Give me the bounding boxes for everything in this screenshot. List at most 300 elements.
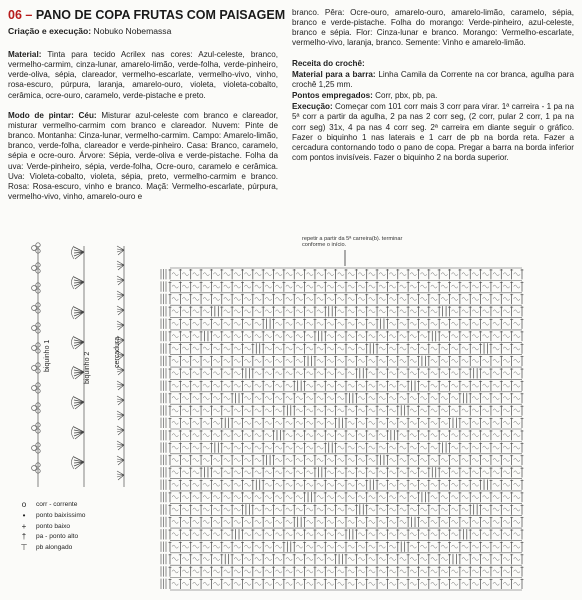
chart-chain — [224, 570, 230, 573]
chart-chain — [286, 421, 292, 424]
chart-chain — [203, 297, 209, 300]
chart-chain — [348, 434, 354, 437]
chart-chain — [203, 359, 209, 362]
edging-1-picot — [32, 306, 37, 311]
chart-chain — [483, 458, 489, 461]
chart-chain — [172, 520, 178, 523]
chart-chain — [276, 397, 282, 400]
chart-chain — [462, 359, 468, 362]
chart-chain — [379, 533, 385, 536]
edging-3-fan — [117, 246, 124, 255]
label-biquinho-2: biquinho 2 — [84, 351, 91, 384]
chart-chain — [327, 397, 333, 400]
chart-chain — [307, 409, 313, 412]
chart-chain — [327, 496, 333, 499]
chart-chain — [265, 434, 271, 437]
chart-chain — [472, 458, 478, 461]
chart-chain — [452, 372, 458, 375]
chart-chain — [431, 496, 437, 499]
chart-chain — [327, 322, 333, 325]
chart-chain — [462, 297, 468, 300]
chart-chain — [317, 310, 323, 313]
chart-chain — [503, 372, 509, 375]
chart-chain — [462, 570, 468, 573]
chart-chain — [234, 347, 240, 350]
chart-chain — [431, 533, 437, 536]
chart-chain — [338, 533, 344, 536]
chart-chain — [400, 471, 406, 474]
edging-1-picot — [32, 446, 37, 451]
chart-chain — [472, 446, 478, 449]
chart-chain — [338, 434, 344, 437]
chart-chain — [379, 384, 385, 387]
chart-chain — [358, 359, 364, 362]
chart-chain — [503, 335, 509, 338]
chart-chain — [389, 347, 395, 350]
chart-chain — [193, 471, 199, 474]
chart-chain — [420, 508, 426, 511]
chart-chain — [472, 533, 478, 536]
chart-chain — [307, 310, 313, 313]
chart-chain — [338, 471, 344, 474]
chart-chain — [234, 310, 240, 313]
chart-chain — [338, 384, 344, 387]
chart-chain — [472, 335, 478, 338]
chart-chain — [441, 285, 447, 288]
chart-chain — [420, 582, 426, 585]
chart-chain — [286, 520, 292, 523]
chart-chain — [276, 347, 282, 350]
chart-chain — [358, 434, 364, 437]
chart-chain — [224, 434, 230, 437]
chart-chain — [265, 582, 271, 585]
chart-chain — [389, 335, 395, 338]
chart-chain — [431, 483, 437, 486]
chart-chain — [483, 335, 489, 338]
chart-chain — [182, 458, 188, 461]
chart-chain — [493, 446, 499, 449]
chart-chain — [400, 533, 406, 536]
chart-chain — [472, 496, 478, 499]
chart-chain — [410, 533, 416, 536]
chart-chain — [503, 273, 509, 276]
chart-chain — [338, 458, 344, 461]
chart-chain — [338, 409, 344, 412]
chart-chain — [369, 297, 375, 300]
chart-chain — [452, 409, 458, 412]
chart-chain — [400, 285, 406, 288]
chart-chain — [286, 322, 292, 325]
chart-chain — [410, 297, 416, 300]
chart-chain — [286, 335, 292, 338]
chart-chain — [327, 458, 333, 461]
chart-chain — [441, 372, 447, 375]
chart-chain — [296, 421, 302, 424]
chart-chain — [472, 471, 478, 474]
chart-chain — [317, 545, 323, 548]
chart-chain — [400, 384, 406, 387]
chart-chain — [503, 446, 509, 449]
material-label: Material: — [8, 50, 42, 59]
chart-chain — [358, 322, 364, 325]
chart-chain — [400, 335, 406, 338]
chart-chain — [276, 421, 282, 424]
chart-chain — [276, 533, 282, 536]
chart-chain — [327, 582, 333, 585]
chart-chain — [286, 285, 292, 288]
chart-chain — [296, 285, 302, 288]
chart-chain — [410, 458, 416, 461]
chart-chain — [483, 322, 489, 325]
chart-chain — [172, 322, 178, 325]
chart-chain — [213, 335, 219, 338]
chart-chain — [358, 347, 364, 350]
chart-chain — [213, 496, 219, 499]
chart-chain — [452, 359, 458, 362]
chart-chain — [493, 520, 499, 523]
paint-text: Misturar azul-celeste com branco e clareador, misturar vermelho-carmim com branco e clareador. Nuvem: Pinte de branco. Montanha: Cinza-lunar, vermelho-carmim. Campo: Amarelo-limão, branco, verde-folha, clareador e verde-pinheiro. Casa: Branco, caramelo, sépia e ocre-ouro. Árvore: Sépia, verde-oliva e verde-pistache. Folha da uva: Verde-pinheiro, sépia, verde-folha, Ocre-ouro, caramelo e cerâmica. Uva: Violeta-cobalto, violeta, sépia, preto, vermelho-carmim e branco. Rosa: Rosa-escuro, vinho e branco. Maçã: Vermelho-escarlate, púrpura, vermelho-vivo, vinho, amarelo-ouro e — [8, 110, 278, 202]
chart-chain — [317, 409, 323, 412]
chart-chain — [348, 384, 354, 387]
chart-chain — [296, 372, 302, 375]
chart-chain — [172, 359, 178, 362]
chart-chain — [514, 285, 520, 288]
chart-chain — [265, 483, 271, 486]
bar-text: Linha Camila da Corrente na cor branca, agulha para crochê 1,25 mm. — [292, 69, 574, 89]
chart-chain — [317, 458, 323, 461]
chart-chain — [369, 558, 375, 561]
chart-chain — [452, 310, 458, 313]
chart-chain — [452, 533, 458, 536]
chart-chain — [193, 310, 199, 313]
edging-3-fan — [117, 441, 124, 450]
chart-chain — [203, 582, 209, 585]
chart-chain — [286, 471, 292, 474]
chart-chain — [265, 533, 271, 536]
chart-chain — [265, 384, 271, 387]
chart-chain — [307, 458, 313, 461]
chart-chain — [244, 471, 250, 474]
chart-chain — [182, 347, 188, 350]
chart-chain — [182, 533, 188, 536]
chart-chain — [452, 273, 458, 276]
chart-chain — [182, 285, 188, 288]
chart-chain — [265, 558, 271, 561]
edging-2-fan — [74, 277, 84, 289]
chart-chain — [369, 434, 375, 437]
chart-chain — [286, 458, 292, 461]
chart-chain — [514, 508, 520, 511]
chart-chain — [514, 558, 520, 561]
chart-chain — [338, 397, 344, 400]
material-paragraph — [8, 50, 278, 101]
chart-chain — [410, 496, 416, 499]
chart-chain — [286, 446, 292, 449]
chart-chain — [379, 421, 385, 424]
chart-chain — [255, 446, 261, 449]
chart-chain — [472, 347, 478, 350]
chart-chain — [441, 297, 447, 300]
chart-chain — [255, 496, 261, 499]
chart-chain — [172, 347, 178, 350]
chart-chain — [420, 558, 426, 561]
chart-chain — [514, 545, 520, 548]
chart-chain — [224, 496, 230, 499]
chart-chain — [307, 446, 313, 449]
chart-chain — [203, 322, 209, 325]
chart-chain — [441, 409, 447, 412]
chart-chain — [431, 297, 437, 300]
chart-chain — [307, 558, 313, 561]
chart-chain — [493, 372, 499, 375]
chart-chain — [379, 347, 385, 350]
legend-label: pb alongado — [36, 544, 73, 552]
chart-chain — [452, 582, 458, 585]
chart-chain — [193, 421, 199, 424]
chart-chain — [420, 335, 426, 338]
chart-chain — [441, 458, 447, 461]
chart-chain — [462, 458, 468, 461]
chart-chain — [493, 335, 499, 338]
chart-chain — [379, 273, 385, 276]
chart-chain — [358, 297, 364, 300]
chart-chain — [389, 520, 395, 523]
chart-chain — [286, 434, 292, 437]
chart-chain — [327, 434, 333, 437]
chart-chain — [286, 582, 292, 585]
chart-chain — [379, 297, 385, 300]
chart-chain — [203, 520, 209, 523]
chart-chain — [296, 558, 302, 561]
chart-chain — [369, 570, 375, 573]
paint-label: Modo de pintar: Céu: — [8, 110, 97, 120]
chart-chain — [224, 322, 230, 325]
chart-chain — [452, 508, 458, 511]
chart-chain — [431, 570, 437, 573]
chart-chain — [296, 310, 302, 313]
chart-chain — [327, 297, 333, 300]
chart-chain — [338, 322, 344, 325]
chart-chain — [462, 335, 468, 338]
chart-chain — [472, 397, 478, 400]
chart-chain — [172, 409, 178, 412]
chart-chain — [286, 508, 292, 511]
continuation-paragraph: branco. Pêra: Ocre-ouro, amarelo-ouro, amarelo-limão, caramelo, sépia, branco e verde-pistache. Folha do morango: Verde-pinheiro, azul-celeste, branco e sépia. Flor: Cinza-lunar e branco. Morango: Vermelho-escarlate, vermelho-vivo, laranja, branco. Semente: Vinho e amarelo-limão. — [292, 8, 574, 48]
chart-chain — [493, 347, 499, 350]
chart-chain — [483, 397, 489, 400]
chart-chain — [358, 483, 364, 486]
edging-1-picot — [32, 426, 37, 431]
chart-chain — [431, 520, 437, 523]
chart-chain — [296, 273, 302, 276]
chart-chain — [369, 384, 375, 387]
chart-chain — [213, 397, 219, 400]
chart-chain — [462, 409, 468, 412]
chart-chain — [379, 508, 385, 511]
chart-chain — [317, 570, 323, 573]
chart-chain — [224, 409, 230, 412]
chart-chain — [213, 508, 219, 511]
chart-chain — [452, 397, 458, 400]
chart-chain — [420, 471, 426, 474]
chart-chain — [234, 520, 240, 523]
edging-2-fan — [74, 337, 84, 349]
chart-chain — [193, 409, 199, 412]
chart-chain — [234, 322, 240, 325]
chart-chain — [420, 322, 426, 325]
chart-chain — [400, 322, 406, 325]
chart-chain — [410, 582, 416, 585]
chart-chain — [400, 297, 406, 300]
chart-chain — [234, 508, 240, 511]
chart-chain — [358, 520, 364, 523]
bar-label: Material para a barra: — [292, 69, 376, 79]
label-biquinho-1: biquinho 1 — [44, 339, 51, 372]
chart-chain — [400, 458, 406, 461]
chart-chain — [213, 471, 219, 474]
chart-chain — [348, 570, 354, 573]
chart-chain — [400, 496, 406, 499]
chart-chain — [276, 273, 282, 276]
chart-chain — [462, 558, 468, 561]
chart-chain — [514, 310, 520, 313]
legend — [12, 500, 85, 554]
credit-label: Criação e execução: — [8, 26, 92, 36]
chart-chain — [327, 335, 333, 338]
edging-2-arc — [72, 426, 75, 439]
chart-chain — [472, 310, 478, 313]
chart-chain — [503, 397, 509, 400]
left-column — [8, 50, 278, 212]
chart-chain — [244, 335, 250, 338]
chart-chain — [255, 335, 261, 338]
chart-chain — [307, 471, 313, 474]
legend-symbol: • — [22, 510, 26, 520]
edging-2-arc — [72, 396, 75, 409]
chart-chain — [348, 335, 354, 338]
legend-symbol: † — [21, 532, 27, 542]
chart-chain — [172, 496, 178, 499]
edging-3-fan — [117, 381, 124, 390]
chart-chain — [462, 508, 468, 511]
chart-chain — [224, 582, 230, 585]
chart-chain — [213, 421, 219, 424]
chart-chain — [400, 520, 406, 523]
chart-chain — [327, 520, 333, 523]
chart-chain — [379, 471, 385, 474]
chart-chain — [182, 421, 188, 424]
chart-chain — [379, 582, 385, 585]
chart-chain — [317, 533, 323, 536]
chart-chain — [255, 297, 261, 300]
chart-chain — [286, 384, 292, 387]
chart-chain — [431, 322, 437, 325]
chart-chain — [400, 310, 406, 313]
chart-chain — [420, 273, 426, 276]
chart-chain — [193, 285, 199, 288]
chart-chain — [472, 285, 478, 288]
chart-chain — [296, 533, 302, 536]
chart-chain — [514, 273, 520, 276]
chart-chain — [410, 372, 416, 375]
edging-3-fan — [117, 426, 124, 435]
chart-chain — [203, 558, 209, 561]
chart-chain — [410, 446, 416, 449]
chart-chain — [213, 558, 219, 561]
chart-chain — [483, 285, 489, 288]
chart-chain — [389, 273, 395, 276]
chart-chain — [276, 545, 282, 548]
chart-chain — [358, 458, 364, 461]
chart-chain — [472, 570, 478, 573]
chart-chain — [203, 545, 209, 548]
legend-symbol: + — [21, 521, 27, 531]
legend-label: ponto baixíssimo — [36, 511, 86, 519]
chart-chain — [462, 446, 468, 449]
chart-chain — [286, 496, 292, 499]
edging-3-fan — [117, 456, 124, 465]
chart-chain — [493, 545, 499, 548]
chart-chain — [348, 372, 354, 375]
chart-chain — [307, 297, 313, 300]
chart-chain — [348, 409, 354, 412]
chart-chain — [317, 384, 323, 387]
chart-chain — [276, 322, 282, 325]
chart-chain — [182, 508, 188, 511]
chart-chain — [389, 409, 395, 412]
chart-chain — [203, 285, 209, 288]
chart-chain — [276, 285, 282, 288]
chart-chain — [203, 434, 209, 437]
chart-chain — [172, 310, 178, 313]
chart-chain — [358, 545, 364, 548]
chart-chain — [296, 434, 302, 437]
chart-chain — [441, 335, 447, 338]
chart-chain — [483, 558, 489, 561]
chart-chain — [348, 285, 354, 288]
right-column — [292, 8, 574, 173]
chart-chain — [389, 359, 395, 362]
chart-chain — [493, 582, 499, 585]
chart-chain — [265, 446, 271, 449]
chart-chain — [234, 359, 240, 362]
chart-chain — [286, 359, 292, 362]
chart-chain — [193, 582, 199, 585]
chart-chain — [431, 397, 437, 400]
chart-chain — [369, 322, 375, 325]
chart-chain — [172, 545, 178, 548]
chart-chain — [307, 273, 313, 276]
chart-chain — [503, 570, 509, 573]
chart-chain — [286, 570, 292, 573]
chart-chain — [420, 310, 426, 313]
chart-chain — [514, 483, 520, 486]
chart-chain — [286, 273, 292, 276]
chart-chain — [410, 273, 416, 276]
legend-item — [12, 532, 85, 543]
edging-3-fan — [117, 276, 124, 285]
chart-chain — [472, 409, 478, 412]
chart-chain — [514, 347, 520, 350]
chart-chain — [234, 558, 240, 561]
chart-chain — [203, 421, 209, 424]
chart-chain — [172, 421, 178, 424]
edging-2-fan — [74, 427, 84, 439]
chart-chain — [452, 322, 458, 325]
chart-chain — [327, 347, 333, 350]
chart-chain — [327, 545, 333, 548]
chart-chain — [369, 508, 375, 511]
